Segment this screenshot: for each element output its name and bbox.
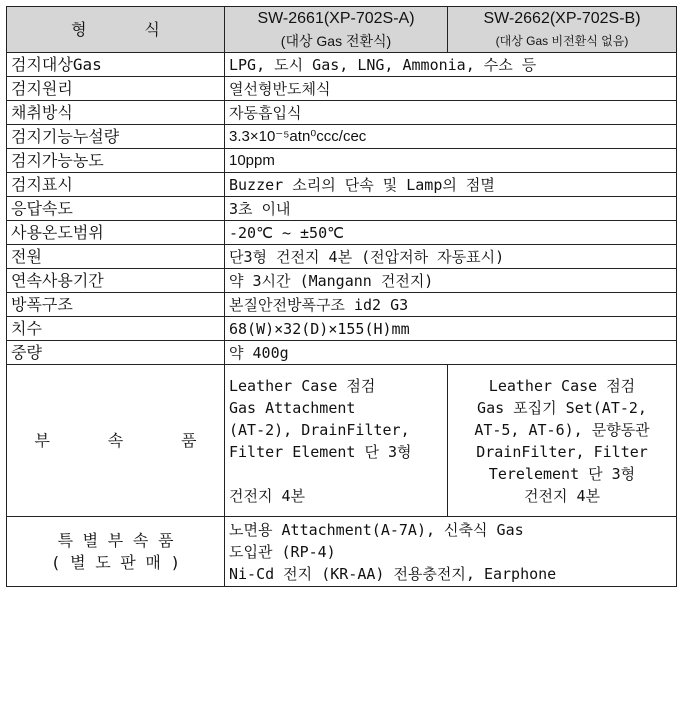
special-label-line2: ( 별 도 판 매 ) xyxy=(50,552,181,572)
spec-row xyxy=(7,53,677,77)
special-value-line1: 노면용 Attachment(A-7A), 신축식 Gas xyxy=(229,520,524,539)
spec-value: 열선형반도체식 xyxy=(225,77,677,101)
spec-value: 단3형 건전지 4본 (전압저하 자동표시) xyxy=(225,245,677,269)
spec-label: 전원 xyxy=(7,245,225,269)
spec-table xyxy=(6,6,677,587)
spec-row xyxy=(7,293,677,317)
spec-label: 검지기능누설량 xyxy=(7,125,225,149)
spec-label: 방폭구조 xyxy=(7,293,225,317)
spec-value: 약 400g xyxy=(225,341,677,365)
spec-value: -20℃ ~ ±50℃ xyxy=(225,221,677,245)
spec-value: 10ppm xyxy=(225,149,677,173)
spec-row xyxy=(7,173,677,197)
spec-label: 연속사용기간 xyxy=(7,269,225,293)
spec-row xyxy=(7,149,677,173)
spec-value: Buzzer 소리의 단속 및 Lamp의 점멸 xyxy=(225,173,677,197)
special-label-line1: 특 별 부 속 품 xyxy=(57,530,174,550)
spec-label: 치수 xyxy=(7,317,225,341)
header-model-a xyxy=(225,7,448,53)
spec-value: 약 3시간 (Mangann 건전지) xyxy=(225,269,677,293)
model-b-subtitle: (대상 Gas 비전환식 없음) xyxy=(495,33,629,48)
spec-row xyxy=(7,125,677,149)
header-label: 형 식 xyxy=(7,7,225,53)
header-model-b xyxy=(448,7,677,53)
spec-value: LPG, 도시 Gas, LNG, Ammonia, 수소 등 xyxy=(225,53,677,77)
accessories-label: 부 속 품 xyxy=(7,365,225,517)
header-row xyxy=(7,7,677,53)
spec-value: 68(W)×32(D)×155(H)mm xyxy=(225,317,677,341)
spec-value: 자동흡입식 xyxy=(225,101,677,125)
special-accessories-label xyxy=(7,517,225,587)
spec-row xyxy=(7,101,677,125)
special-value-line3: Ni-Cd 전지 (KR-AA) 전용충전지, Earphone xyxy=(229,564,557,583)
spec-row xyxy=(7,269,677,293)
spec-row xyxy=(7,77,677,101)
spec-label: 응답속도 xyxy=(7,197,225,221)
spec-sheet xyxy=(6,6,677,587)
spec-label: 채취방식 xyxy=(7,101,225,125)
spec-row xyxy=(7,245,677,269)
model-b-name: SW-2662(XP-702S-B) xyxy=(483,9,641,27)
spec-value: 본질안전방폭구조 id2 G3 xyxy=(225,293,677,317)
spec-row xyxy=(7,221,677,245)
spec-label: 사용온도범위 xyxy=(7,221,225,245)
model-a-subtitle: (대상 Gas 전환식) xyxy=(280,32,392,49)
model-a-name: SW-2661(XP-702S-A) xyxy=(257,9,415,27)
spec-value: 3.3×10⁻⁵atn⁰ccc/cec xyxy=(225,125,677,149)
accessories-row xyxy=(7,365,677,517)
spec-label: 검지가능농도 xyxy=(7,149,225,173)
spec-row xyxy=(7,197,677,221)
accessories-model-a: Leather Case 점검 Gas Attachment (AT-2), DrainFilter, Filter Element 단 3형 건전지 4본 xyxy=(225,365,448,517)
spec-label: 검지원리 xyxy=(7,77,225,101)
spec-row xyxy=(7,341,677,365)
spec-label: 검지표시 xyxy=(7,173,225,197)
special-accessories-value xyxy=(225,517,677,587)
spec-label: 중량 xyxy=(7,341,225,365)
spec-value: 3초 이내 xyxy=(225,197,677,221)
spec-label: 검지대상Gas xyxy=(7,53,225,77)
accessories-model-b: Leather Case 점검 Gas 포집기 Set(AT-2, AT-5, AT-6), 문향동관 DrainFilter, Filter Terelement 단 3형 건전지 4본 xyxy=(448,365,677,517)
spec-row xyxy=(7,317,677,341)
special-value-line2: 도입관 (RP-4) xyxy=(229,542,336,561)
special-accessories-row xyxy=(7,517,677,587)
